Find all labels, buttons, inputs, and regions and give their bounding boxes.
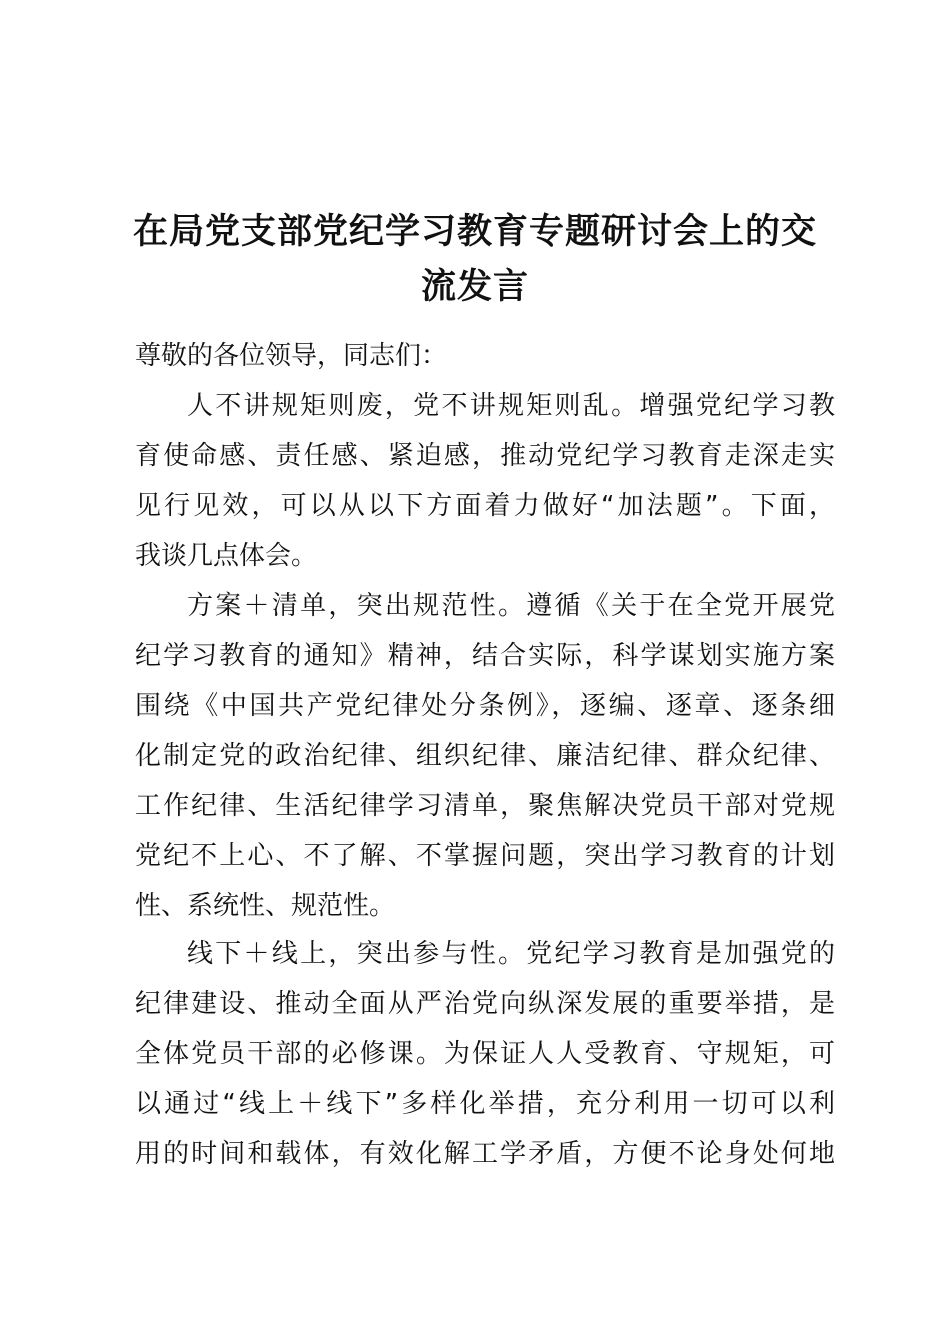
- paragraph-line: 化制定党的政治纪律、组织纪律、廉洁纪律、群众纪律、: [135, 741, 835, 771]
- paragraph-line: 线下＋线上，突出参与性。党纪学习教育是加强党的: [187, 939, 835, 969]
- paragraph-line: 用的时间和载体，有效化解工学矛盾，方便不论身处何地: [135, 1139, 835, 1169]
- paragraph-line: 党纪不上心、不了解、不掌握问题，突出学习教育的计划: [135, 841, 835, 871]
- title-line-1: 在局党支部党纪学习教育专题研讨会上的交: [132, 212, 817, 252]
- paragraph-line: 以通过“线上＋线下”多样化举措，充分利用一切可以利: [135, 1089, 835, 1119]
- paragraph-3: [135, 929, 835, 1179]
- paragraph-line: 工作纪律、生活纪律学习清单，聚焦解决党员干部对党规: [135, 791, 835, 821]
- document-title: [125, 205, 825, 315]
- paragraph-line: 围绕《中国共产党纪律处分条例》，逐编、逐章、逐条细: [135, 691, 835, 721]
- paragraph-line: 纪学习教育的通知》精神，结合实际，科学谋划实施方案: [135, 641, 835, 671]
- paragraph-line: 性、系统性、规范性。: [135, 891, 396, 921]
- paragraph-line: 见行见效，可以从以下方面着力做好“加法题”。下面，: [135, 491, 835, 521]
- paragraph-line: 育使命感、责任感、紧迫感，推动党纪学习教育走深走实: [135, 441, 835, 471]
- title-line-2: 流发言: [420, 267, 529, 307]
- greeting: 尊敬的各位领导，同志们：: [135, 341, 448, 371]
- paragraph-line: 纪律建设、推动全面从严治党向纵深发展的重要举措，是: [135, 989, 835, 1019]
- paragraph-line: 方案＋清单，突出规范性。遵循《关于在全党开展党: [187, 591, 835, 621]
- paragraph-1: [135, 381, 835, 581]
- paragraph-2: [135, 581, 835, 931]
- paragraph-line: 人不讲规矩则废，党不讲规矩则乱。增强党纪学习教: [187, 391, 835, 421]
- paragraph-line: 全体党员干部的必修课。为保证人人受教育、守规矩，可: [135, 1039, 835, 1069]
- paragraph-line: 我谈几点体会。: [135, 541, 318, 571]
